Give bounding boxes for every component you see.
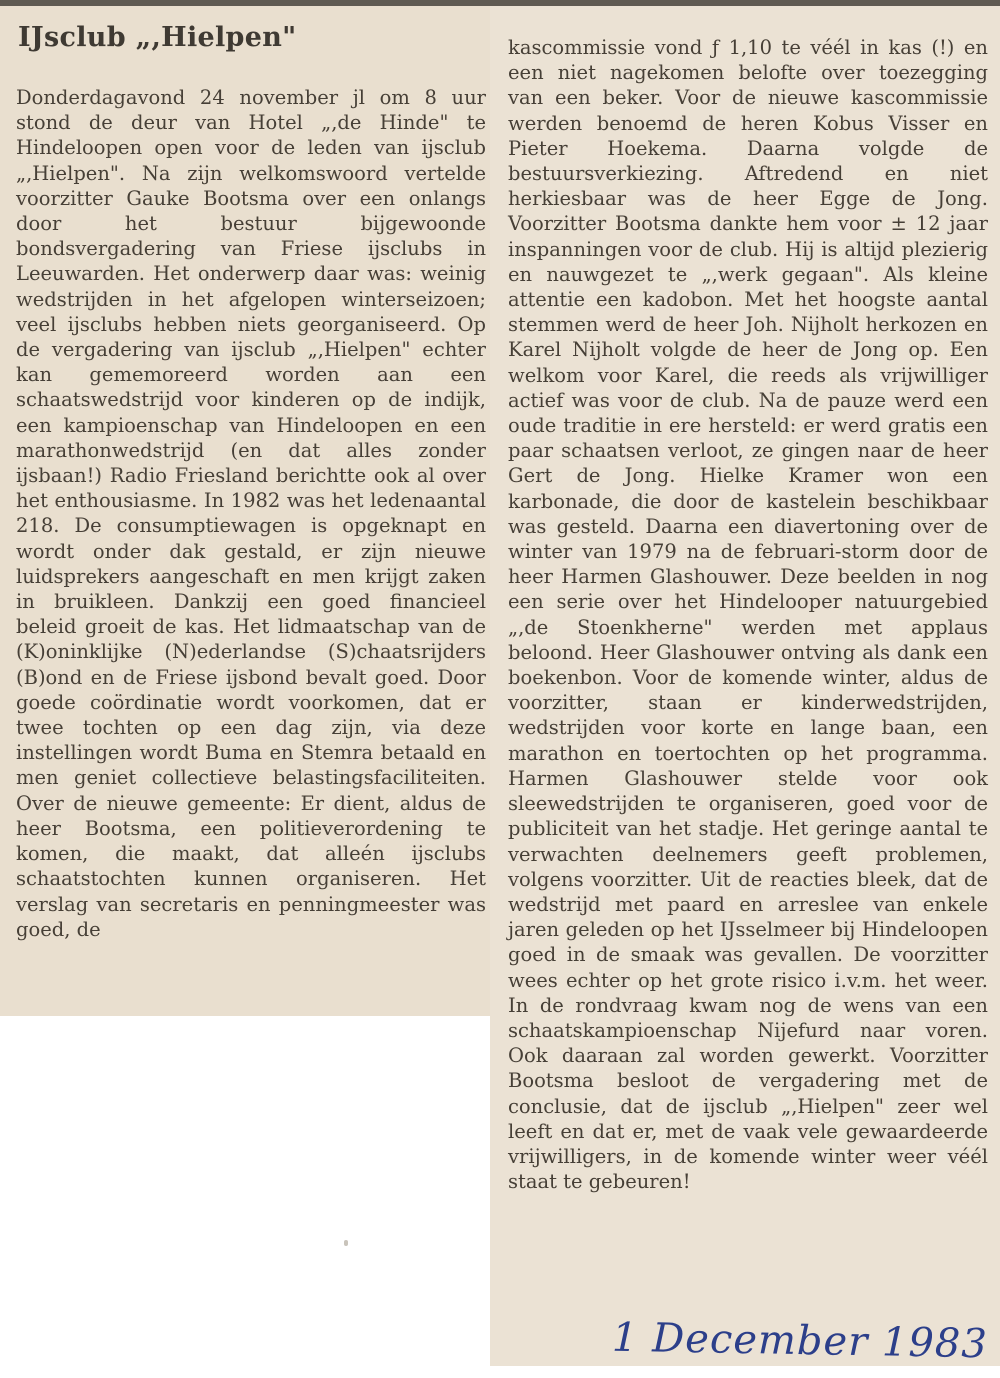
handwritten-date: 1 December 1983	[611, 1314, 989, 1368]
paper-speck	[344, 1240, 348, 1246]
article-body-left-column: Donderdagavond 24 november jl om 8 uur stond de deur van Hotel „,de Hinde" te Hindeloopen open voor de leden van ijsclub „,Hielpen". Na zijn welkomswoord vertelde voorzitter Gauke Bootsma over een onlangs door het bestuur bijgewoonde bondsvergadering van Friese ijsclubs in Leeuwarden. Het onderwerp daar was: weinig wedstrijden in het afgelopen winterseizoen; veel ijsclubs hebben niets georganiseerd. Op de vergadering van ijsclub „,Hielpen" echter kan gememoreerd worden aan een schaatswedstrijd voor kinderen op de indijk, een kampioenschap van Hindeloopen en een marathonwedstrijd (en dat alles zonder ijsbaan!) Radio Friesland berichtte ook al over het enthousiasme. In 1982 was het ledenaantal 218. De consumptiewagen is opgeknapt en wordt onder dak gestald, er zijn nieuwe luidsprekers aangeschaft en men krijgt zaken in bruikleen. Dankzij een goed financieel beleid groeit de kas. Het lidmaatschap van de (K)oninklijke (N)ederlandse (S)chaatsrijders (B)ond en de Friese ijsbond bevalt goed. Door goede coördinatie wordt voorkomen, dat er twee tochten op een dag zijn, via deze instellingen wordt Buma en Stemra betaald en men geniet collectieve belastingsfaciliteiten. Over de nieuwe gemeente: Er dient, aldus de heer Bootsma, een politieverordening te komen, die maakt, dat alleén ijsclubs schaatstochten kunnen organiseren. Het verslag van secretaris en penningmeester was goed, de	[16, 86, 486, 941]
article-body-right-column: kascommissie vond ƒ 1,10 te véél in kas (!) en een niet nagekomen belofte over toezegging van een beker. Voor de nieuwe kascommissie werden benoemd de heren Kobus Visser en Pieter Hoekema. Daarna volgde de bestuursverkiezing. Aftredend en niet herkiesbaar was de heer Egge de Jong. Voorzitter Bootsma dankte hem voor ± 12 jaar inspanningen voor de club. Hij is altijd plezierig en nauwgezet te „,werk gegaan". Als kleine attentie een kadobon. Met het hoogste aantal stemmen werd de heer Joh. Nijholt herkozen en Karel Nijholt volgde de heer de Jong op. Een welkom voor Karel, die reeds als vrijwilliger actief was voor de club. Na de pauze werd een oude traditie in ere hersteld: er werd gratis een paar schaatsen verloot, ze gingen naar de heer Gert de Jong. Hielke Kramer won een karbonade, die door de kastelein beschikbaar was gesteld. Daarna een diavertoning over de winter van 1979 na de februari-storm door de heer Harmen Glashouwer. Deze beelden in nog een serie over het Hindelooper natuurgebied „,de Stoenkherne" werden met applaus beloond. Heer Glashouwer ontving als dank een boekenbon. Voor de komende winter, aldus de voorzitter, staan er kinderwedstrijden, wedstrijden voor korte en lange baan, een marathon en toertochten op het programma. Harmen Glashouwer stelde voor ook sleewedstrijden te organiseren, goed voor de publiciteit van het stadje. Het geringe aantal te verwachten deelnemers geeft problemen, volgens voorzitter. Uit de reacties bleek, dat de wedstrijd met paard en arreslee van enkele jaren geleden op het IJsselmeer bij Hindeloopen goed in de smaak was gevallen. De voorzitter wees echter op het grote risico i.v.m. het weer. In de rondvraag kwam nog de wens van een schaatskampioenschap Nijefurd naar voren. Ook daaraan zal worden gewerkt. Voorzitter Bootsma besloot de vergadering met de conclusie, dat de ijsclub „,Hielpen" zeer wel leeft en dat er, met de vaak vele gewaardeerde vrijwilligers, in de komende winter weer véél staat te gebeuren!	[508, 36, 988, 1194]
blank-area	[0, 1016, 490, 1378]
article-headline: IJsclub „,Hielpen"	[18, 22, 297, 53]
